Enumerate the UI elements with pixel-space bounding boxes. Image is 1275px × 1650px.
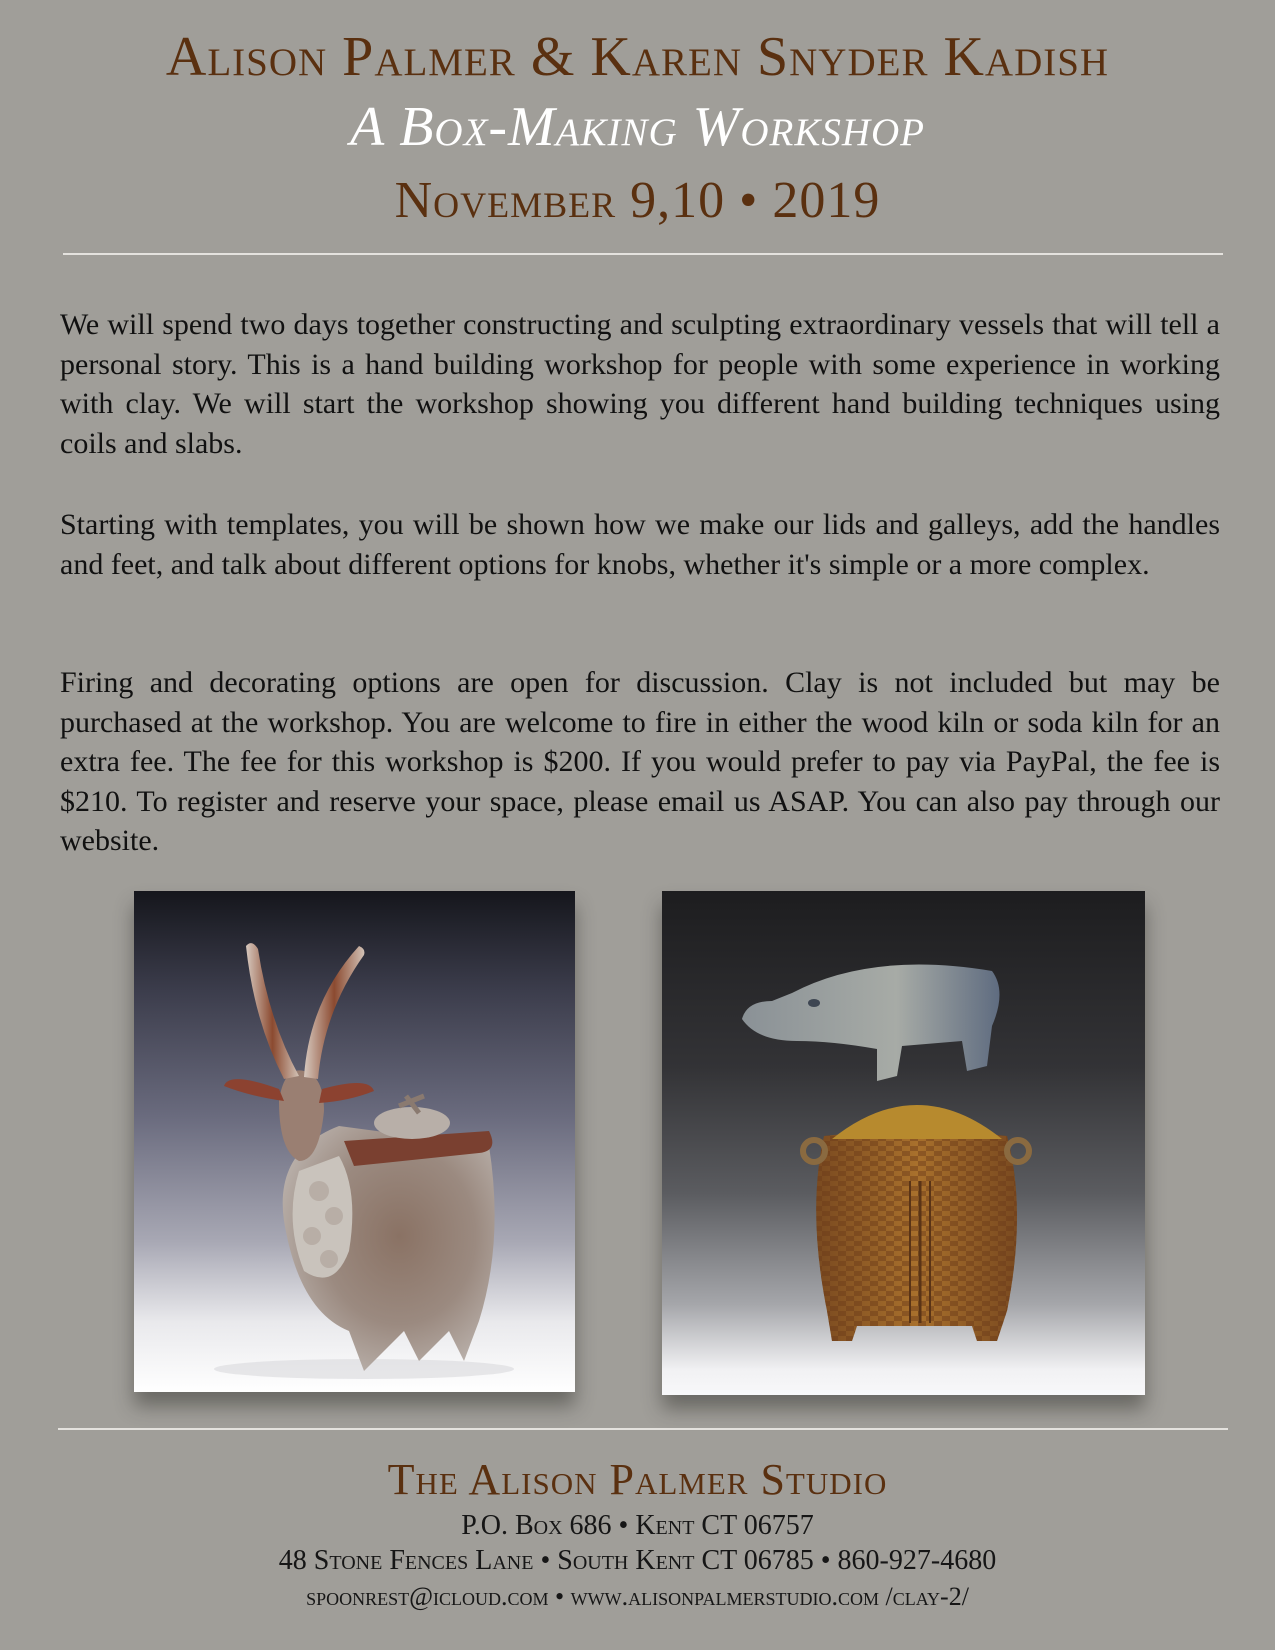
goat-box-illustration [134,891,575,1392]
studio-name: The Alison Palmer Studio [387,1455,888,1504]
hippo-box-photo [662,891,1145,1395]
description-paragraph-3: Firing and decorating options are open for discussion. Clay is not included but may be purchased at the workshop. You are welcome to fire in either the wood kiln or soda kiln for an extra fee. The fee for this workshop is $200. If you would prefer to pay via PayPal, the fee is $210. To register and reserve your space, please email us ASAP. You can also pay through our website. [60,666,1220,857]
po-box-address: P.O. Box 686 • Kent CT 06757 [461,1510,814,1541]
bottom-divider [58,1428,1228,1430]
description-paragraph-2: Starting with templates, you will be shown how we make our lids and galleys, add the handles and feet, and talk about different options for knobs, whether it's simple or a more complex. [60,508,1220,581]
header-names: Alison Palmer & Karen Snyder Kadish [165,26,1110,88]
email-website-contact: spoonrest@icloud.com • www.alisonpalmerstudio.com /clay-2/ [306,1582,969,1611]
workshop-date: November 9,10 • 2019 [394,172,881,229]
street-address-phone: 48 Stone Fences Lane • South Kent CT 06785 • 860-927-4680 [278,1545,997,1576]
top-divider [63,253,1223,255]
goat-box-photo [134,891,575,1392]
workshop-title: A Box-Making Workshop [350,96,925,158]
description-paragraph-1: We will spend two days together constructing and sculpting extraordinary vessels that will tell a personal story. This is a hand building workshop for people with some experience in working with clay. We will start the workshop showing you different hand building techniques using coils and slabs. [60,308,1220,460]
hippo-box-illustration [662,891,1145,1395]
